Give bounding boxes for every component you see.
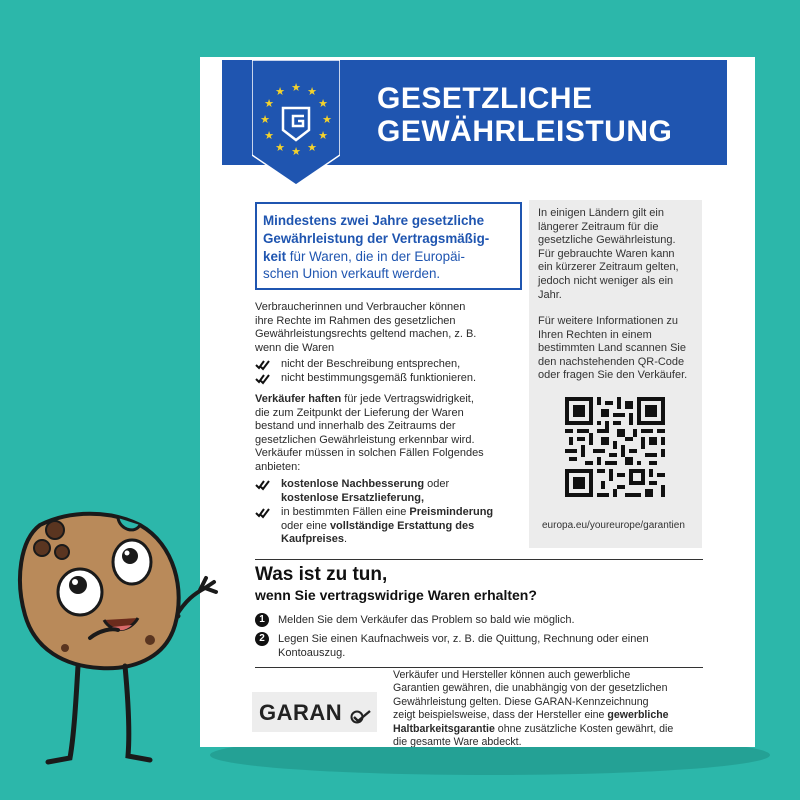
svg-text:★: ★: [318, 98, 328, 110]
page-title: [377, 82, 672, 148]
highlight-box: [255, 202, 522, 290]
sidebox-line: längerer Zeitraum für die: [538, 220, 659, 233]
list-item: [255, 358, 476, 372]
intro-line: Verbraucherinnen und Verbraucher können: [255, 301, 466, 313]
remedy-text: oder eine: [281, 519, 330, 532]
svg-text:★: ★: [322, 114, 332, 126]
garan-line: Verkäufer und Hersteller können auch gewerbliche: [393, 669, 631, 681]
liability-line: anbieten:: [255, 460, 301, 473]
garan-logo: [252, 692, 377, 732]
step-item-1: [255, 613, 575, 627]
remedy-bold: Preisminderung: [409, 506, 494, 519]
step-item-2: [255, 632, 649, 660]
sidebox-paragraph-1: [538, 207, 698, 302]
sidebox-line: oder fragen Sie den Verkäufer.: [538, 369, 688, 382]
garan-line: [393, 723, 703, 736]
title-line-1: GESETZLICHE: [377, 82, 593, 115]
warranty-poster: [200, 57, 755, 747]
title-banner: [222, 60, 727, 165]
list-item: [255, 506, 493, 547]
todo-subheading: wenn Sie vertragswidrige Waren erhalten?: [255, 587, 537, 603]
garan-logo-text: GARAN: [259, 700, 343, 725]
intro-paragraph: [255, 301, 476, 355]
list-item: [255, 372, 476, 386]
garan-description: [393, 669, 703, 747]
remedy-text: oder: [424, 478, 450, 490]
divider: [255, 559, 703, 560]
svg-text:★: ★: [264, 98, 274, 110]
remedy-bold: vollständige Erstattung des: [329, 519, 475, 532]
list-item: [255, 478, 493, 505]
step-number: 1: [255, 613, 269, 627]
remedy-bold: kostenlose Ersatzlieferung,: [281, 491, 425, 504]
garan-text: ohne zusätzliche Kosten gewährt, die: [494, 722, 674, 735]
sidebox-line: In einigen Ländern gilt ein: [538, 207, 664, 219]
sidebox-line: jedoch nicht weniger als ein: [538, 274, 674, 287]
highlight-line-1: Mindestens zwei Jahre gesetzliche: [263, 213, 485, 228]
step-line: Kontoauszug.: [278, 647, 346, 659]
garan-line: Gewährleistung gelten. Diese GARAN-Kennzeichnung: [393, 695, 649, 708]
list-item-text: nicht bestimmungsgemäß funktionieren.: [281, 371, 477, 384]
svg-text:★: ★: [264, 130, 274, 142]
divider: [255, 667, 703, 668]
garan-line: die gesamte Ware abdeckt.: [393, 736, 522, 747]
garan-line: [393, 709, 703, 722]
title-line-2: GEWÄHRLEISTUNG: [377, 115, 673, 148]
double-check-icon: [255, 359, 271, 371]
liability-line: gesetzlichen Gewährleistung erkennbar wird.: [255, 433, 475, 446]
liability-text: für jede Vertragswidrigkeit,: [341, 393, 474, 405]
garan-bold: Haltbarkeitsgarantie: [393, 722, 495, 735]
sidebox-line: Jahr.: [538, 288, 562, 301]
double-check-icon: [255, 373, 271, 385]
liability-line-1: [255, 393, 484, 407]
eu-shield-logo-icon: [252, 60, 340, 185]
remedy-text: in bestimmten Fällen eine: [281, 506, 410, 519]
remedy-bold: Kaufpreises: [281, 533, 344, 546]
intro-line: wenn die Waren: [255, 341, 335, 354]
step-text: Melden Sie dem Verkäufer das Problem so bald wie möglich.: [278, 614, 575, 626]
liability-line: Verkäufer müssen in solchen Fällen Folgendes: [255, 447, 484, 460]
qr-code-icon[interactable]: [565, 397, 665, 497]
svg-text:★: ★: [291, 146, 301, 158]
step-number: 2: [255, 632, 269, 646]
sidebox-line: gesetzliche Gewährleistung.: [538, 234, 676, 247]
sidebox-line: bestimmten Land scannen Sie: [538, 342, 686, 355]
list-item-text: nicht der Beschreibung entsprechen,: [281, 358, 461, 370]
double-check-icon: [255, 479, 271, 491]
liability-line: die zum Zeitpunkt der Lieferung der Waren: [255, 406, 464, 419]
sidebox-line: Ihren Rechten in einem: [538, 328, 652, 341]
svg-text:★: ★: [260, 114, 270, 126]
garan-text: zeigt beispielsweise, dass der Hersteller eine: [393, 709, 608, 722]
remedy-2-text: [281, 506, 493, 547]
cookie-mascot-illustration: [0, 470, 240, 790]
source-url[interactable]: europa.eu/youreurope/garantien: [542, 520, 685, 531]
svg-text:★: ★: [307, 86, 317, 98]
svg-text:★: ★: [307, 142, 317, 154]
garan-line: Garantien gewähren, die unabhängig von der gesetzlichen: [393, 682, 668, 695]
highlight-line-3-bold: keit: [263, 248, 287, 264]
info-sidebox: [529, 200, 702, 548]
sidebox-line: Für gebrauchte Waren kann: [538, 247, 675, 260]
remedy-1-text: [281, 478, 449, 505]
remedy-bold: kostenlose Nachbesserung: [281, 478, 425, 490]
intro-line: ihre Rechte im Rahmen des gesetzlichen: [255, 314, 456, 327]
step-text: [278, 632, 649, 660]
highlight-line-4: schen Union verkauft werden.: [263, 266, 441, 282]
sidebox-paragraph-2: [538, 315, 698, 383]
liability-paragraph: [255, 393, 484, 475]
remedy-text: .: [343, 533, 348, 546]
highlight-line-2: Gewährleistung der Vertragsmäßig-: [263, 230, 490, 246]
svg-text:★: ★: [275, 86, 285, 98]
sidebox-line: den nachstehenden QR-Code: [538, 355, 685, 368]
svg-text:★: ★: [291, 82, 301, 94]
double-check-icon: [255, 507, 271, 519]
highlight-line-3: für Waren, die in der Europäi-: [286, 248, 465, 264]
sidebox-line: ein kürzerer Zeitraum gelten,: [538, 261, 679, 274]
checkmark-icon: [350, 710, 372, 724]
remedies-list: [255, 478, 493, 547]
liability-line: bestand und innerhalb des Zeitraums der: [255, 420, 456, 433]
svg-text:★: ★: [275, 142, 285, 154]
todo-heading: Was ist zu tun,: [255, 564, 388, 585]
sidebox-line: Für weitere Informationen zu: [538, 315, 679, 327]
svg-text:★: ★: [318, 130, 328, 142]
intro-line: Gewährleistungsrechts geltend machen, z. B.: [255, 328, 477, 341]
garan-bold: gewerbliche: [607, 709, 669, 722]
conditions-list: [255, 358, 476, 385]
step-line: Legen Sie einen Kaufnachweis vor, z. B. die Quittung, Rechnung oder einen: [278, 633, 649, 645]
liability-bold: Verkäufer haften: [255, 393, 342, 405]
